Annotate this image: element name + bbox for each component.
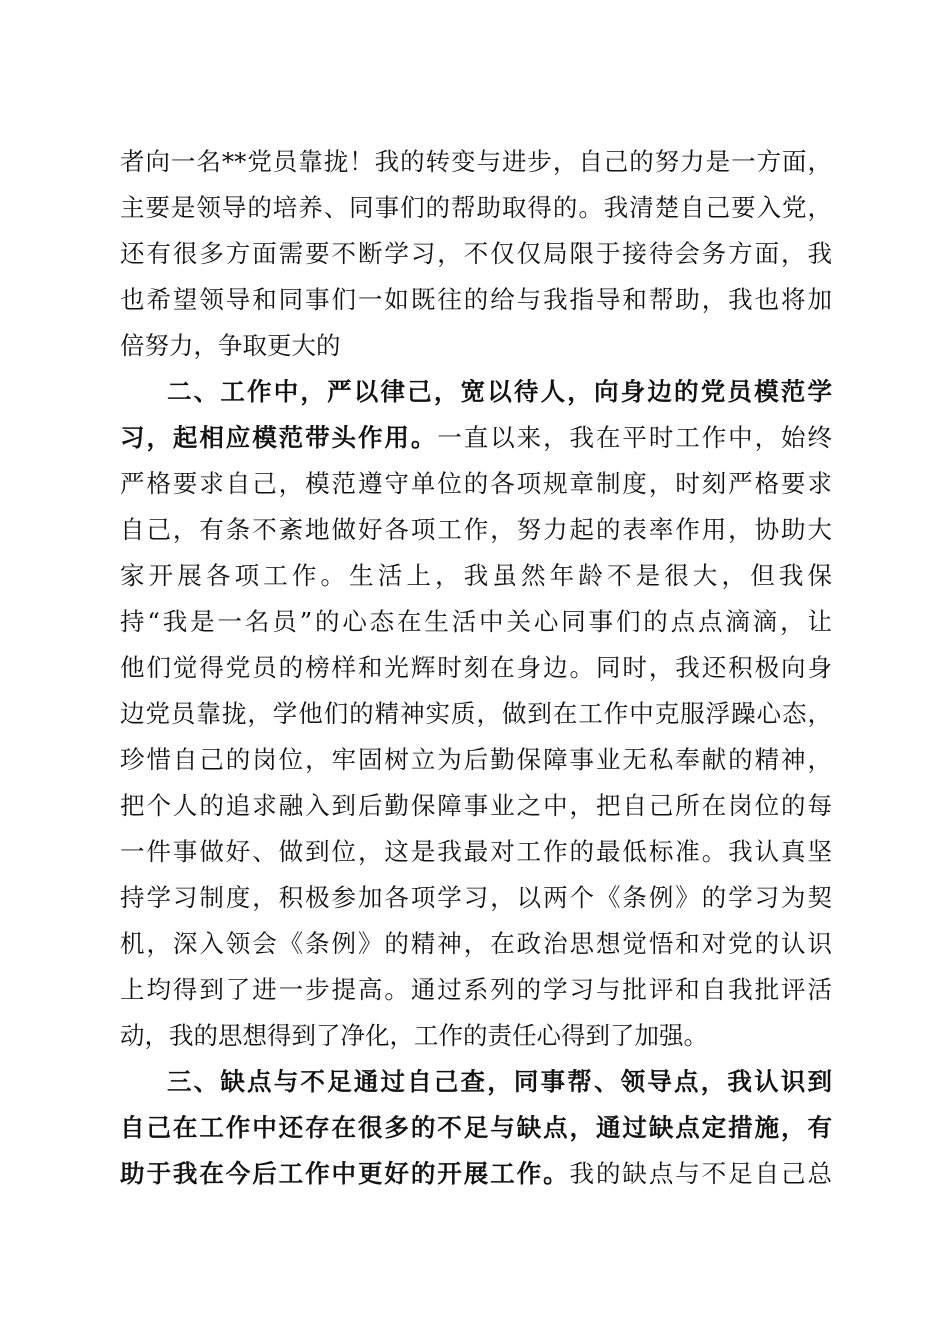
paragraph-2-line: 上均得到了进一步提高。通过系列的学习与批评和自我批评活 [120, 975, 832, 1004]
section-2-heading-end: 习，起相应模范带头作用。 [120, 423, 438, 452]
paragraph-2-line: 严格要求自己，模范遵守单位的各项规章制度，时刻严格要求 [120, 469, 832, 498]
paragraph-1-line-5: 倍努力，争取更大的 [120, 331, 341, 360]
paragraph-2-line-2-text: 一直以来，我在平时工作中，始终 [437, 423, 832, 452]
paragraph-2-line: 家开展各项工作。生活上，我虽然年龄不是很大，但我保 [120, 561, 832, 590]
section-3-heading-end: 助于我在今后工作中更好的开展工作。 [120, 1159, 570, 1188]
paragraph-2-line: 自己，有条不紊地做好各项工作，努力起的表率作用，协助大 [120, 515, 832, 544]
paragraph-2-line: 边党员靠拢，学他们的精神实质，做到在工作中克服浮躁心态， [120, 699, 832, 728]
paragraph-2-line: 珍惜自己的岗位，牢固树立为后勤保障事业无私奉献的精神， [120, 745, 832, 774]
paragraph-2-line: 机，深入领会《条例》的精神，在政治思想觉悟和对党的认识 [120, 929, 832, 958]
paragraph-3-line-3-text: 我的缺点与不足自己总 [569, 1159, 832, 1188]
paragraph-2-line: 持“我是一名员”的心态在生活中关心同事们的点点滴滴，让 [120, 607, 832, 636]
section-3-heading: 三、缺点与不足通过自己查，同事帮、领导点，我认识到 [167, 1067, 832, 1096]
section-2-heading: 二、工作中，严以律己，宽以待人，向身边的党员模范学 [167, 377, 832, 406]
paragraph-3-line-3 [120, 1152, 832, 1196]
paragraph-2-line: 持学习制度，积极参加各项学习，以两个《条例》的学习为契 [120, 883, 832, 912]
section-3-heading-line-2: 自己在工作中还存在很多的不足与缺点，通过缺点定措施，有 [120, 1113, 832, 1142]
paragraph-2-line-last: 动，我的思想得到了净化，工作的责任心得到了加强。 [120, 1021, 708, 1050]
paragraph-1-line-4: 也希望领导和同事们一如既往的给与我指导和帮助，我也将加 [120, 285, 832, 314]
paragraph-1-line-3: 还有很多方面需要不断学习，不仅仅局限于接待会务方面，我 [120, 239, 832, 268]
paragraph-2-line: 一件事做好、做到位，这是我最对工作的最低标准。我认真坚 [120, 837, 832, 866]
paragraph-1-line-1: 者向一名**党员靠拢！我的转变与进步，自己的努力是一方面， [120, 147, 832, 176]
paragraph-1-line-2: 主要是领导的培养、同事们的帮助取得的。我清楚自己要入党， [120, 193, 832, 222]
paragraph-2-line-2 [120, 416, 832, 460]
paragraph-2-line: 把个人的追求融入到后勤保障事业之中，把自己所在岗位的每 [120, 791, 832, 820]
paragraph-2-line: 他们觉得党员的榜样和光辉时刻在身边。同时，我还积极向身 [120, 653, 832, 682]
